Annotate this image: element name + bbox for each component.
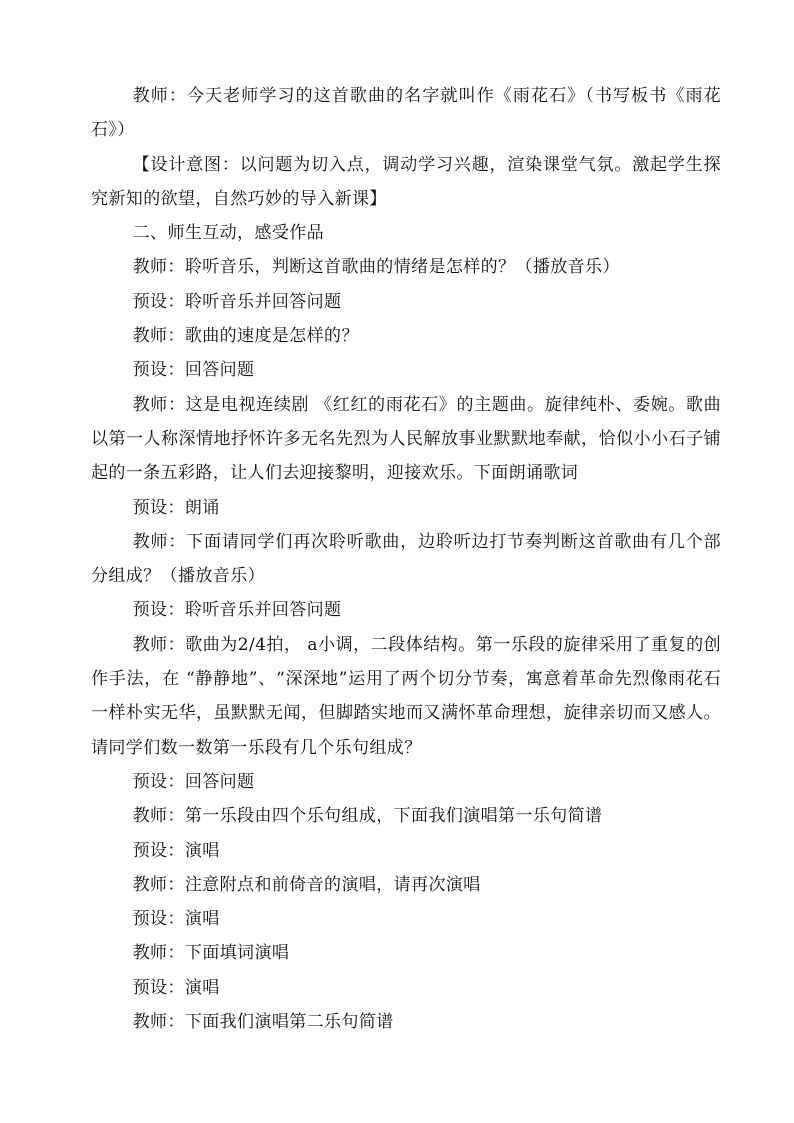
paragraph: 预设：回答问题 (132, 360, 255, 381)
paragraph: 【设计意图：以问题为切入点，调动学习兴趣，渲染课堂气氛。激起学生探究新知的欲望，自然巧妙的导入新课】 (91, 154, 721, 209)
paragraph: 教师：下面请同学们再次聆听歌曲，边聆听边打节奏判断这首歌曲有几个部分组成？（播放音乐） (91, 531, 721, 587)
paragraph: 预设：聆听音乐并回答问题 (132, 291, 342, 312)
paragraph: 教师：这是电视连续剧 《红红的雨花石》的主题曲。旋律纯朴、委婉。歌曲以第一人称深情地抒怀许多无名先烈为人民解放事业默默地奉献，恰似小小石子铺起的一条五彩路，让人们去迎接黎明，迎接欢乐。下面朗诵歌词 (91, 394, 721, 484)
paragraph: 预设：演唱 (132, 909, 220, 930)
paragraph: 预设：演唱 (132, 840, 220, 861)
paragraph: 预设：聆听音乐并回答问题 (132, 600, 342, 621)
paragraph: 预设：回答问题 (132, 771, 255, 792)
document-body (91, 79, 721, 1039)
paragraph: 教师：歌曲的速度是怎样的？ (132, 326, 359, 347)
paragraph: 教师：下面填词演唱 (132, 943, 290, 964)
paragraph: 预设：朗诵 (132, 497, 220, 518)
paragraph: 教师：歌曲为2/4拍， a小调，二段体结构。第一乐段的旋律采用了重复的创作手法，在 “静静地”、“深深地”运用了两个切分节奏，寓意着革命先烈像雨花石一样朴实无华，虽默默无闻，但脚踏实地而又满怀革命理想，旋律亲切而又感人。请同学们数一数第一乐段有几个乐句组成？ (91, 634, 721, 758)
paragraph: 教师：第一乐段由四个乐句组成，下面我们演唱第一乐句简谱 (132, 806, 603, 827)
paragraph: 预设：演唱 (132, 977, 220, 998)
paragraph: 教师：聆听音乐，判断这首歌曲的情绪是怎样的？（播放音乐） (132, 257, 620, 278)
section-heading: 二、师生互动，感受作品 (132, 223, 325, 244)
paragraph: 教师：下面我们演唱第二乐句简谱 (132, 1012, 394, 1033)
paragraph: 教师：注意附点和前倚音的演唱，请再次演唱 (132, 874, 481, 895)
paragraph: 教师：今天老师学习的这首歌曲的名字就叫作《雨花石》（书写板书《雨花石》） (91, 86, 721, 141)
